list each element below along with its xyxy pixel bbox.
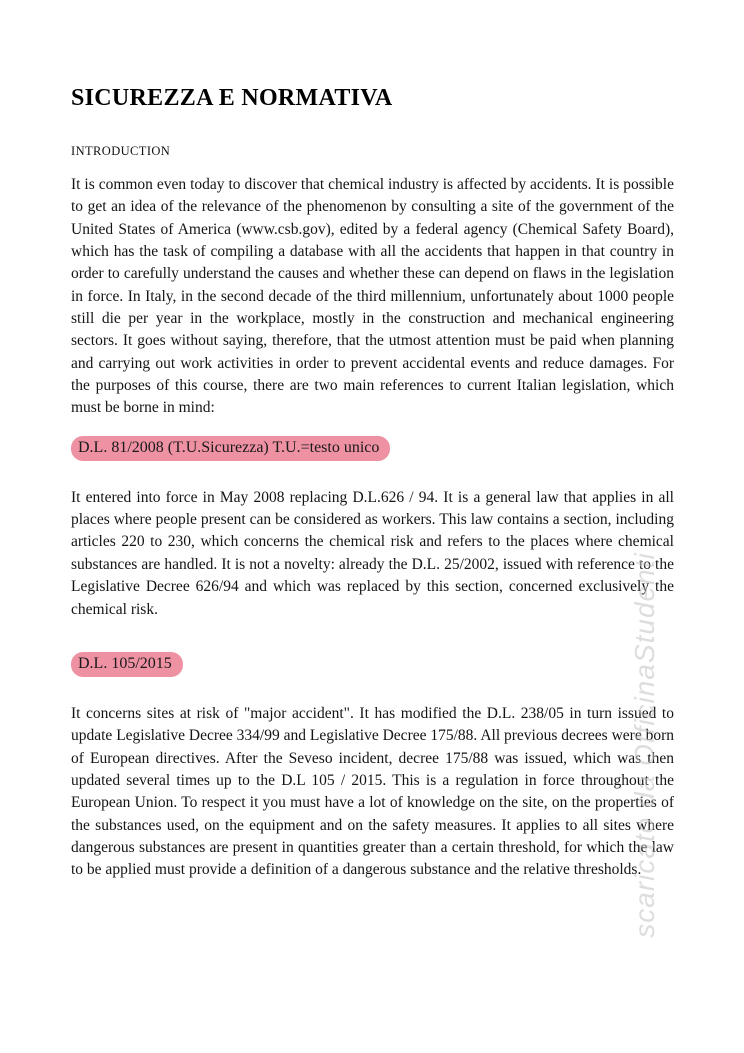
document-title: SICUREZZA E NORMATIVA: [71, 85, 393, 111]
paragraph-dl-105-2015: It concerns sites at risk of "major accident". It has modified the D.L. 238/05 in turn issued to update Legislative Decree 334/99 and Legislative Decree 175/88. All previous decrees were born of European directives. After the Seveso incident, decree 175/88 was issued, which was then updated several times up to the D.L 105 / 2015. This is a regulation in force throughout the European Union. To respect it you must have a lot of knowledge on the site, on the properties of the substances used, on the equipment and on the safety measures. It applies to all sites where dangerous substances are present in quantities greater than a certain threshold, for which the law to be applied must provide a definition of a dangerous substance and the relative thresholds.: [71, 704, 674, 879]
highlight-row-dl-81-2008: [71, 436, 674, 461]
highlight-dl-81-2008: D.L. 81/2008 (T.U.Sicurezza) T.U.=testo unico: [71, 436, 390, 461]
paragraph-dl-81-2008: It entered into force in May 2008 replacing D.L.626 / 94. It is a general law that applies in all places where people present can be considered as workers. This law contains a section, including articles 220 to 230, which concerns the chemical risk and refers to the places where chemical substances are handled. It is not a novelty: already the D.L. 25/2002, issued with reference to the Legislative Decree 626/94 and which was replaced by this section, concerned exclusively the chemical risk.: [71, 488, 674, 618]
highlight-dl-105-2015: D.L. 105/2015: [71, 652, 183, 677]
watermark-officinastudenti: scaricato da OfficinaStudenti: [629, 552, 660, 938]
highlight-row-dl-105-2015: [71, 652, 674, 677]
section-heading-introduction: INTRODUCTION: [71, 144, 171, 158]
paragraph-introduction: It is common even today to discover that chemical industry is affected by accidents. It is possible to get an idea of the relevance of the phenomenon by consulting a site of the government of the United States of America (www.csb.gov), edited by a federal agency (Chemical Safety Board), which has the task of compiling a database with all the accidents that happen in that country in order to carefully understand the causes and whether these can depend on flaws in the legislation in force. In Italy, in the second decade of the third millennium, unfortunately about 1000 people still die per year in the workplace, mostly in the construction and mechanical engineering sectors. It goes without saying, therefore, that the utmost attention must be paid when planning and carrying out work activities in order to prevent accidental events and reduce damages. For the purposes of this course, there are two main references to current Italian legislation, which must be borne in mind:: [71, 176, 674, 417]
